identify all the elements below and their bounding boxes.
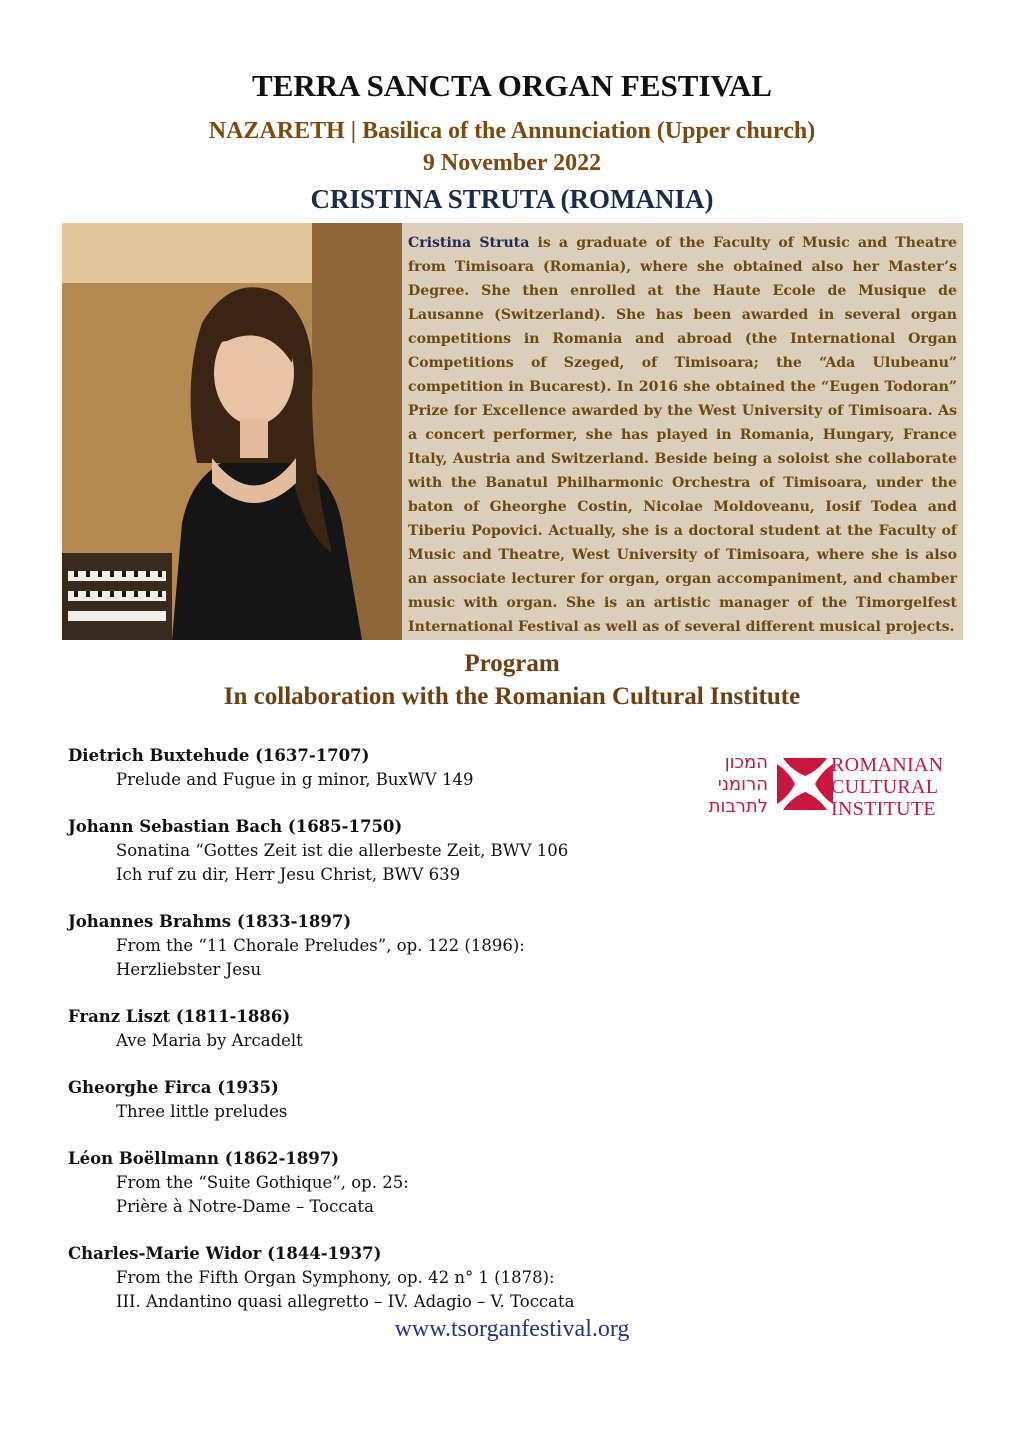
piece-title: From the Fifth Organ Symphony, op. 42 n° 1 (1878): — [116, 1268, 555, 1287]
program-list — [68, 744, 688, 1337]
piece-title: From the “Suite Gothique”, op. 25: — [116, 1173, 409, 1192]
program-heading: Program — [464, 650, 560, 677]
program-entry — [68, 1005, 688, 1053]
collaboration-line: In collaboration with the Romanian Cultural Institute — [223, 683, 801, 710]
composer-name: Léon Boëllmann (1862-1897) — [68, 1149, 340, 1168]
organ-background-illustration — [62, 223, 402, 640]
venue-line: NAZARETH | Basilica of the Annunciation (Upper church) — [208, 118, 816, 144]
program-entry — [68, 1242, 688, 1314]
website-link[interactable]: www.tsorganfestival.org — [394, 1316, 630, 1342]
composer-name: Johannes Brahms (1833-1897) — [68, 912, 352, 931]
composer-name: Dietrich Buxtehude (1637-1707) — [68, 746, 370, 765]
biography-name: Cristina Struta — [408, 235, 530, 251]
program-entry — [68, 1147, 688, 1219]
composer-name: Franz Liszt (1811-1886) — [68, 1007, 291, 1026]
biography-text — [408, 231, 957, 639]
logo-english-text — [831, 754, 943, 820]
piece-title: Ave Maria by Arcadelt — [116, 1031, 303, 1050]
piece-title: From the “11 Chorale Preludes”, op. 122 (1896): — [116, 936, 525, 955]
logo-english-line: CULTURAL — [831, 776, 939, 798]
biography-box — [402, 223, 963, 640]
composer-name: Johann Sebastian Bach (1685-1750) — [68, 817, 403, 836]
piece-title: Three little preludes — [116, 1102, 288, 1121]
piece-title: Herzliebster Jesu — [116, 960, 262, 979]
performer-name: CRISTINA STRUTA (ROMANIA) — [310, 184, 714, 214]
piece-title: Prière à Notre-Dame – Toccata — [116, 1197, 374, 1216]
cross-emblem-icon — [775, 754, 835, 814]
biography-body: is a graduate of the Faculty of Music and Theatre from Timisoara (Romania), where she obtained also her Master’s Degree. She then enrolled at the Haute Ecole de Musique de Lausanne (Switzerland). She has been awarded in several organ competitions in Romania and abroad (the International Organ Competitions of Szeged, of Timisoara; the “Ada Ulubeanu” competition in Bucarest). In 2016 she obtained the “Eugen Todoran” Prize for Excellence awarded by the West University of Timisoara. As a concert performer, she has played in Romania, Hungary, France Italy, Austria and Switzerland. Beside being a soloist she collaborate with the Banatul Philharmonic Orchestra of Timisoara, under the baton of Gheorghe Costin, Nicolae Moldoveanu, Iosif Todea and Tiberiu Popovici. Actually, she is a doctoral student at the Faculty of Music and Theatre, West University of Timisoara, where she is also an associate lecturer for organ, organ accompaniment, and chamber music with organ. She is an artistic manager of the Timorgelfest International Festival as well as of several different musical projects. — [408, 235, 957, 635]
composer-name: Charles-Marie Widor (1844-1937) — [68, 1244, 382, 1263]
logo-hebrew-text — [676, 752, 768, 818]
logo-hebrew-line: לתרבות — [708, 796, 768, 817]
romanian-cultural-institute-logo — [676, 752, 956, 824]
festival-title: TERRA SANCTA ORGAN FESTIVAL — [252, 68, 772, 103]
logo-english-line: INSTITUTE — [831, 798, 936, 820]
logo-hebrew-line: המכון — [724, 752, 768, 773]
logo-english-line: ROMANIAN — [831, 754, 944, 776]
piece-title: Sonatina “Gottes Zeit ist die allerbeste Zeit, BWV 106 — [116, 841, 569, 860]
performer-photo — [62, 223, 402, 640]
concert-date: 9 November 2022 — [422, 150, 602, 176]
piece-title: Ich ruf zu dir, Herr Jesu Christ, BWV 639 — [116, 865, 461, 884]
piece-title: III. Andantino quasi allegretto – IV. Adagio – V. Toccata — [116, 1292, 575, 1311]
piece-title: Prelude and Fugue in g minor, BuxWV 149 — [116, 770, 474, 789]
program-entry — [68, 910, 688, 982]
program-entry — [68, 744, 688, 792]
program-entry — [68, 1076, 688, 1124]
program-entry — [68, 815, 688, 887]
logo-hebrew-line: הרומני — [717, 774, 768, 795]
composer-name: Gheorghe Firca (1935) — [68, 1078, 279, 1097]
